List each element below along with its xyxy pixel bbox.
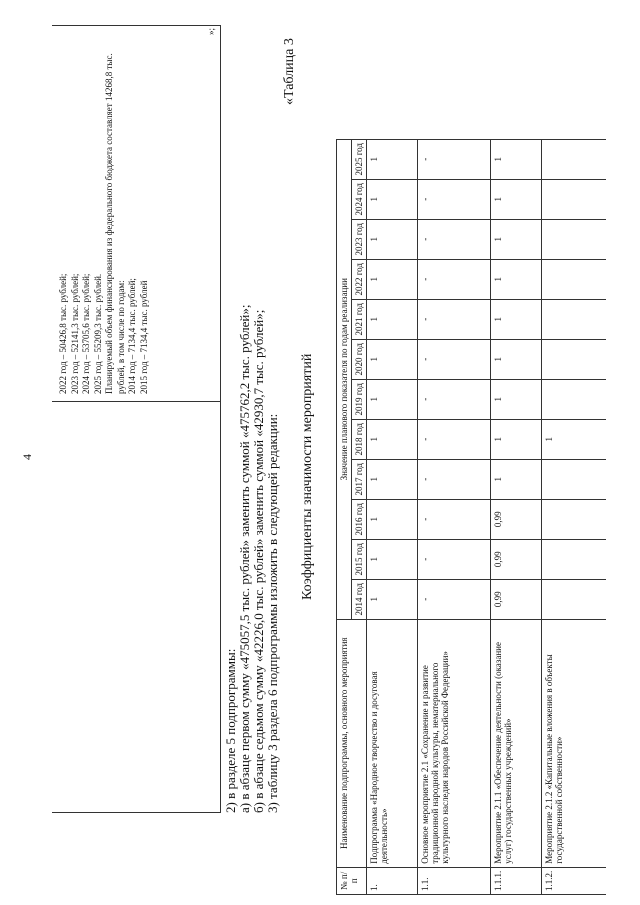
row-value bbox=[542, 459, 607, 499]
page-number: 4 bbox=[20, 454, 34, 460]
year-header: 2016 год bbox=[352, 499, 367, 539]
table-row bbox=[542, 139, 607, 894]
financing-line: 2025 год – 55209,3 тыс. рублей. bbox=[92, 273, 103, 394]
year-header: 2015 год bbox=[352, 539, 367, 579]
row-value: 1 bbox=[491, 339, 542, 379]
row-value: 1 bbox=[491, 259, 542, 299]
row-value: - bbox=[418, 579, 491, 619]
row-value: 1 bbox=[367, 579, 418, 619]
row-value bbox=[542, 539, 607, 579]
row-value: 1 bbox=[367, 219, 418, 259]
row-value: 1 bbox=[367, 499, 418, 539]
financing-text bbox=[58, 34, 150, 394]
financing-line: 2024 год – 53705,6 тыс. рублей; bbox=[81, 273, 91, 394]
row-num: 1. bbox=[367, 867, 418, 894]
row-value: - bbox=[418, 419, 491, 459]
financing-line: 2014 год – 7134,4 тыс. рублей; bbox=[127, 278, 137, 394]
year-header: 2014 год bbox=[352, 579, 367, 619]
row-name: Основное мероприятие 2.1 «Сохранение и развитие традиционной народной культуры, нематериального культурного наследия народов Российской Федерации» bbox=[418, 619, 491, 867]
table-title: Коэффициенты значимости мероприятий bbox=[300, 353, 315, 600]
table-row bbox=[491, 139, 542, 894]
row-value: 1 bbox=[491, 419, 542, 459]
row-num: 1.1.2. bbox=[542, 867, 607, 894]
row-value: - bbox=[418, 339, 491, 379]
row-value: 0,99 bbox=[491, 579, 542, 619]
row-value: - bbox=[418, 139, 491, 179]
row-value: 1 bbox=[367, 339, 418, 379]
row-value: - bbox=[418, 219, 491, 259]
row-value: 1 bbox=[491, 139, 542, 179]
row-name: Мероприятие 2.1.2 «Капитальные вложения в объекты государственной собственности» bbox=[542, 619, 607, 867]
row-num: 1.1. bbox=[418, 867, 491, 894]
row-value: 1 bbox=[542, 419, 607, 459]
closing-mark: »; bbox=[206, 27, 216, 35]
row-value: 1 bbox=[491, 179, 542, 219]
row-value: 1 bbox=[367, 179, 418, 219]
row-value: - bbox=[418, 259, 491, 299]
financing-line: 2022 год – 50426,8 тыс. рублей; bbox=[58, 273, 68, 394]
header-name: Наименование подпрограммы, основного мероприятия bbox=[337, 619, 367, 867]
year-header: 2023 год bbox=[352, 219, 367, 259]
row-value: 1 bbox=[367, 259, 418, 299]
row-value bbox=[542, 139, 607, 179]
table-row bbox=[418, 139, 491, 894]
instruction-line: б) в абзаце седьмом сумму «42226,0 тыс. рублей» заменить суммой «42930,7 тыс. рублей»; bbox=[251, 309, 266, 813]
row-value bbox=[542, 179, 607, 219]
row-value: 0,99 bbox=[491, 539, 542, 579]
year-header: 2017 год bbox=[352, 459, 367, 499]
row-value bbox=[542, 379, 607, 419]
year-header: 2018 год bbox=[352, 419, 367, 459]
row-value: 0,99 bbox=[491, 499, 542, 539]
row-name: Подпрограмма «Народное творчество и досуговая деятельность» bbox=[367, 619, 418, 867]
instruction-line: а) в абзаце первом сумму «475057,5 тыс. рублей» заменить суммой «475762,2 тыс. рублей»; bbox=[237, 304, 252, 813]
year-header: 2025 год bbox=[352, 139, 367, 179]
row-value bbox=[542, 259, 607, 299]
row-value: 1 bbox=[367, 419, 418, 459]
row-value: 1 bbox=[367, 299, 418, 339]
row-value: - bbox=[418, 299, 491, 339]
table-mark: «Таблица 3 bbox=[282, 38, 297, 105]
header-values: Значение планового показателя по годам реализации bbox=[337, 139, 352, 619]
instruction-line: 3) таблицу 3 раздела 6 подпрограммы изложить в следующей редакции: bbox=[265, 413, 280, 813]
row-value: 1 bbox=[491, 299, 542, 339]
row-value: - bbox=[418, 539, 491, 579]
row-value: 1 bbox=[491, 219, 542, 259]
year-header: 2022 год bbox=[352, 259, 367, 299]
row-value bbox=[542, 499, 607, 539]
financing-table-fragment bbox=[52, 25, 221, 813]
row-value: 1 bbox=[367, 379, 418, 419]
financing-line: 2023 год – 52141,3 тыс. рублей; bbox=[69, 273, 80, 394]
year-header: 2024 год bbox=[352, 179, 367, 219]
amendment-instructions bbox=[224, 93, 280, 813]
row-value bbox=[542, 219, 607, 259]
year-header: 2021 год bbox=[352, 299, 367, 339]
financing-line: Планируемый объем финансирования из федерального бюджета составляет 14268,8 тыс. рублей, в том числе по годам: bbox=[104, 53, 126, 394]
row-value: 1 bbox=[367, 139, 418, 179]
row-value: - bbox=[418, 179, 491, 219]
row-value bbox=[542, 299, 607, 339]
row-value: - bbox=[418, 459, 491, 499]
row-num: 1.1.1. bbox=[491, 867, 542, 894]
row-value: - bbox=[418, 499, 491, 539]
row-value: 1 bbox=[491, 379, 542, 419]
instruction-line: 2) в разделе 5 подпрограммы: bbox=[223, 648, 238, 813]
row-value: - bbox=[418, 379, 491, 419]
row-value: 1 bbox=[491, 459, 542, 499]
year-header: 2020 год bbox=[352, 339, 367, 379]
table-row bbox=[367, 139, 418, 894]
row-value bbox=[542, 579, 607, 619]
row-value: 1 bbox=[367, 459, 418, 499]
header-num: № п/п bbox=[337, 867, 367, 894]
column-divider bbox=[52, 401, 220, 402]
significance-table bbox=[336, 139, 606, 895]
financing-line: 2015 год – 7134,4 тыс. рублей bbox=[138, 280, 149, 394]
row-value: 1 bbox=[367, 539, 418, 579]
year-header: 2019 год bbox=[352, 379, 367, 419]
row-name: Мероприятие 2.1.1 «Обеспечение деятельности (оказание услуг) государственных учреждений» bbox=[491, 619, 542, 867]
row-value bbox=[542, 339, 607, 379]
